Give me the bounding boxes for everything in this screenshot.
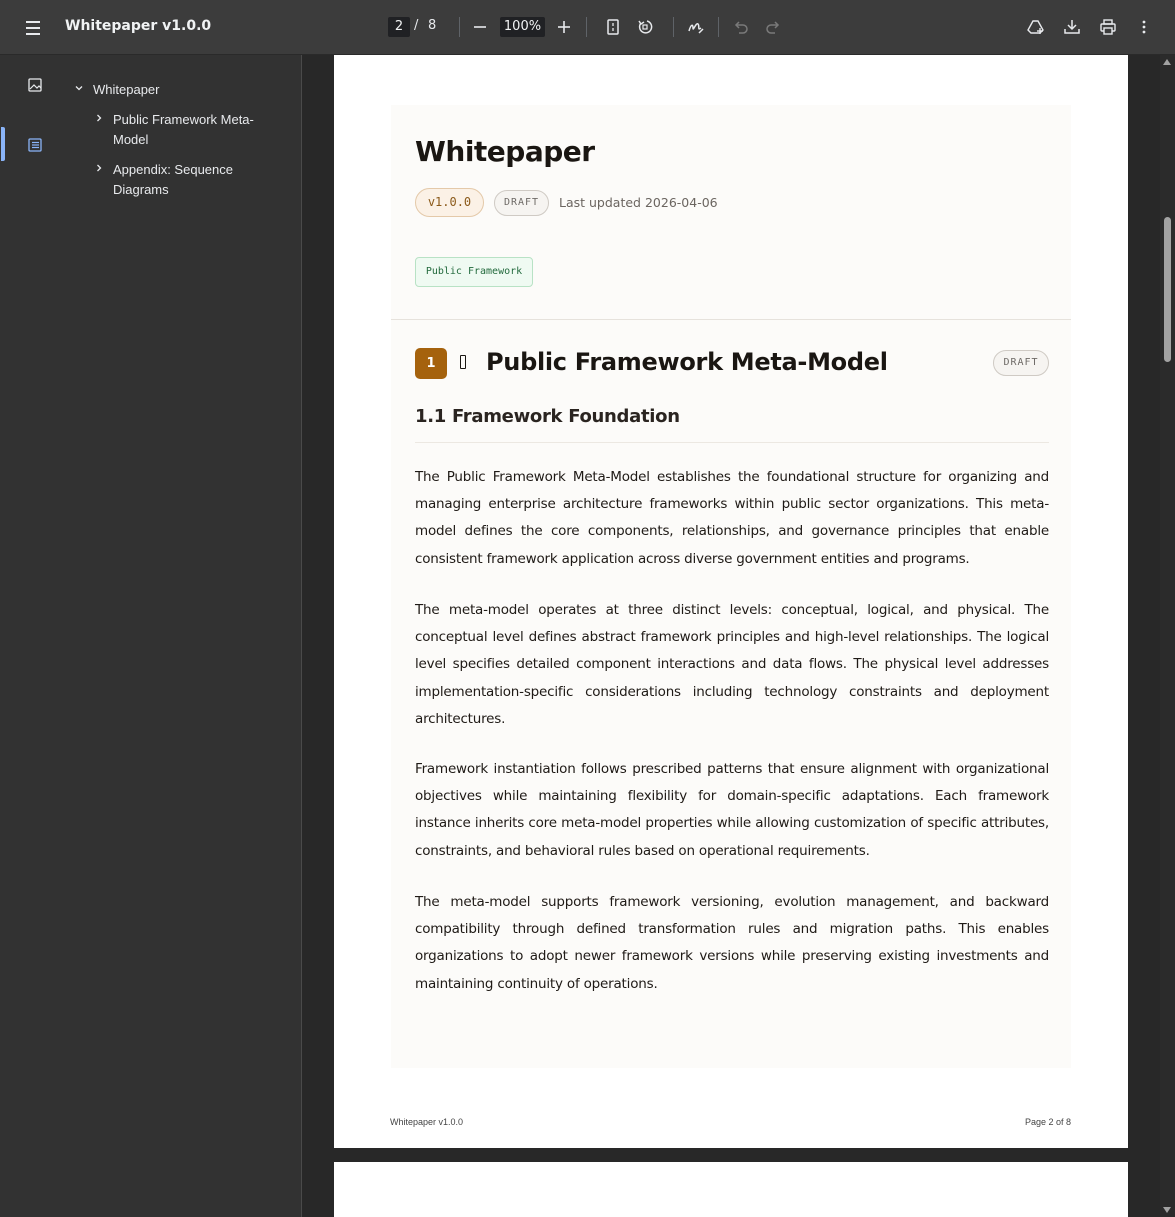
outline-item-label: Appendix: Sequence	[113, 162, 233, 177]
version-badge: v1.0.0	[415, 188, 484, 217]
paragraph: Framework instantiation follows prescribed patterns that ensure alignment with organizational objectives while maintaining flexibility for domain-specific adaptations. Each framework instance inherits core meta-model properties while allowing customization of specific attributes, constraints, and behavioral rules based on operational requirements.	[415, 761, 1049, 859]
tag-chip: Public Framework	[415, 257, 533, 287]
header-divider	[391, 319, 1071, 320]
toolbar-divider	[459, 17, 460, 37]
toolbar-divider	[586, 17, 587, 37]
outline-icon[interactable]	[22, 132, 48, 158]
section-title: Public Framework Meta-Model	[486, 348, 888, 376]
vertical-scrollbar[interactable]	[1160, 55, 1175, 1217]
paragraph: The meta-model supports framework versioning, evolution management, and backward compatibility through defined transformation rules and migration paths. This enables organizations to adopt newer framework versions while preserving existing investments and maintaining continuity of operations.	[415, 894, 1049, 992]
print-icon[interactable]	[1096, 15, 1120, 39]
last-updated-text: Last updated 2026-04-06	[559, 195, 718, 210]
section-status-badge: DRAFT	[993, 350, 1049, 376]
thumbnails-icon[interactable]	[22, 72, 48, 98]
paragraph: The meta-model operates at three distinct levels: conceptual, logical, and physical. The conceptual level defines abstract framework principles and high-level relationships. The logical level specifies detailed component interactions and data flows. The physical level addresses implementation-specific considerations including technology constraints and deployment architectures.	[415, 602, 1049, 727]
undo-icon[interactable]	[729, 15, 753, 39]
chevron-right-icon[interactable]	[94, 160, 104, 180]
chevron-right-icon[interactable]	[94, 110, 104, 130]
page-number-input[interactable]: 2	[388, 17, 410, 37]
page-footer-title: Whitepaper v1.0.0	[390, 1117, 464, 1127]
paragraph: The Public Framework Meta-Model establishes the foundational structure for organizing and managing enterprise architecture frameworks within public sector organizations. This meta-model defines the core components, relationships, and governance principles that enable consistent framework application across diverse government entities and programs.	[415, 469, 1049, 567]
page-footer-number: Page 2 of 8	[1025, 1117, 1072, 1127]
redo-icon[interactable]	[761, 15, 785, 39]
save-to-drive-icon[interactable]	[1024, 15, 1048, 39]
outline-item-label: Diagrams	[113, 182, 169, 197]
outline-item-label: Whitepaper	[93, 82, 160, 97]
rotate-icon[interactable]	[633, 15, 657, 39]
more-options-icon[interactable]	[1132, 15, 1156, 39]
pdf-toolbar	[0, 0, 1175, 55]
download-icon[interactable]	[1060, 15, 1084, 39]
subsection-title: 1.1 Framework Foundation	[415, 406, 680, 427]
scroll-up-icon[interactable]	[1163, 59, 1171, 65]
scroll-thumb[interactable]	[1164, 217, 1171, 362]
outline-item-label: Public Framework Meta-	[113, 112, 254, 127]
active-tab-indicator	[1, 127, 5, 161]
zoom-level-input[interactable]: 100%	[500, 17, 545, 37]
outline-item-public-framework[interactable]	[113, 110, 290, 160]
menu-icon[interactable]	[20, 16, 46, 40]
outline-item-appendix[interactable]	[113, 160, 290, 210]
document-title: Whitepaper v1.0.0	[65, 18, 212, 34]
page-title: Whitepaper	[415, 135, 595, 168]
status-badge: DRAFT	[494, 190, 549, 216]
next-pdf-page	[334, 1162, 1128, 1217]
subsection-divider	[415, 442, 1049, 443]
total-pages: 8	[428, 18, 437, 33]
sidebar	[0, 55, 302, 1217]
pdf-page	[334, 55, 1128, 1148]
toolbar-divider	[673, 17, 674, 37]
scroll-down-icon[interactable]	[1163, 1207, 1171, 1213]
document-viewer[interactable]	[302, 55, 1160, 1217]
document-outline	[70, 80, 290, 210]
outline-item-whitepaper[interactable]	[93, 80, 290, 110]
section-number-badge: 1	[415, 348, 447, 379]
chevron-down-icon[interactable]	[74, 80, 84, 100]
page-separator: /	[414, 18, 419, 33]
zoom-in-icon[interactable]	[552, 15, 576, 39]
annotate-icon[interactable]	[684, 15, 708, 39]
fit-page-icon[interactable]	[601, 15, 625, 39]
zoom-out-icon[interactable]	[468, 15, 492, 39]
toolbar-divider	[718, 17, 719, 37]
section-anchor-icon	[460, 355, 466, 369]
outline-item-label: Model	[113, 132, 149, 147]
